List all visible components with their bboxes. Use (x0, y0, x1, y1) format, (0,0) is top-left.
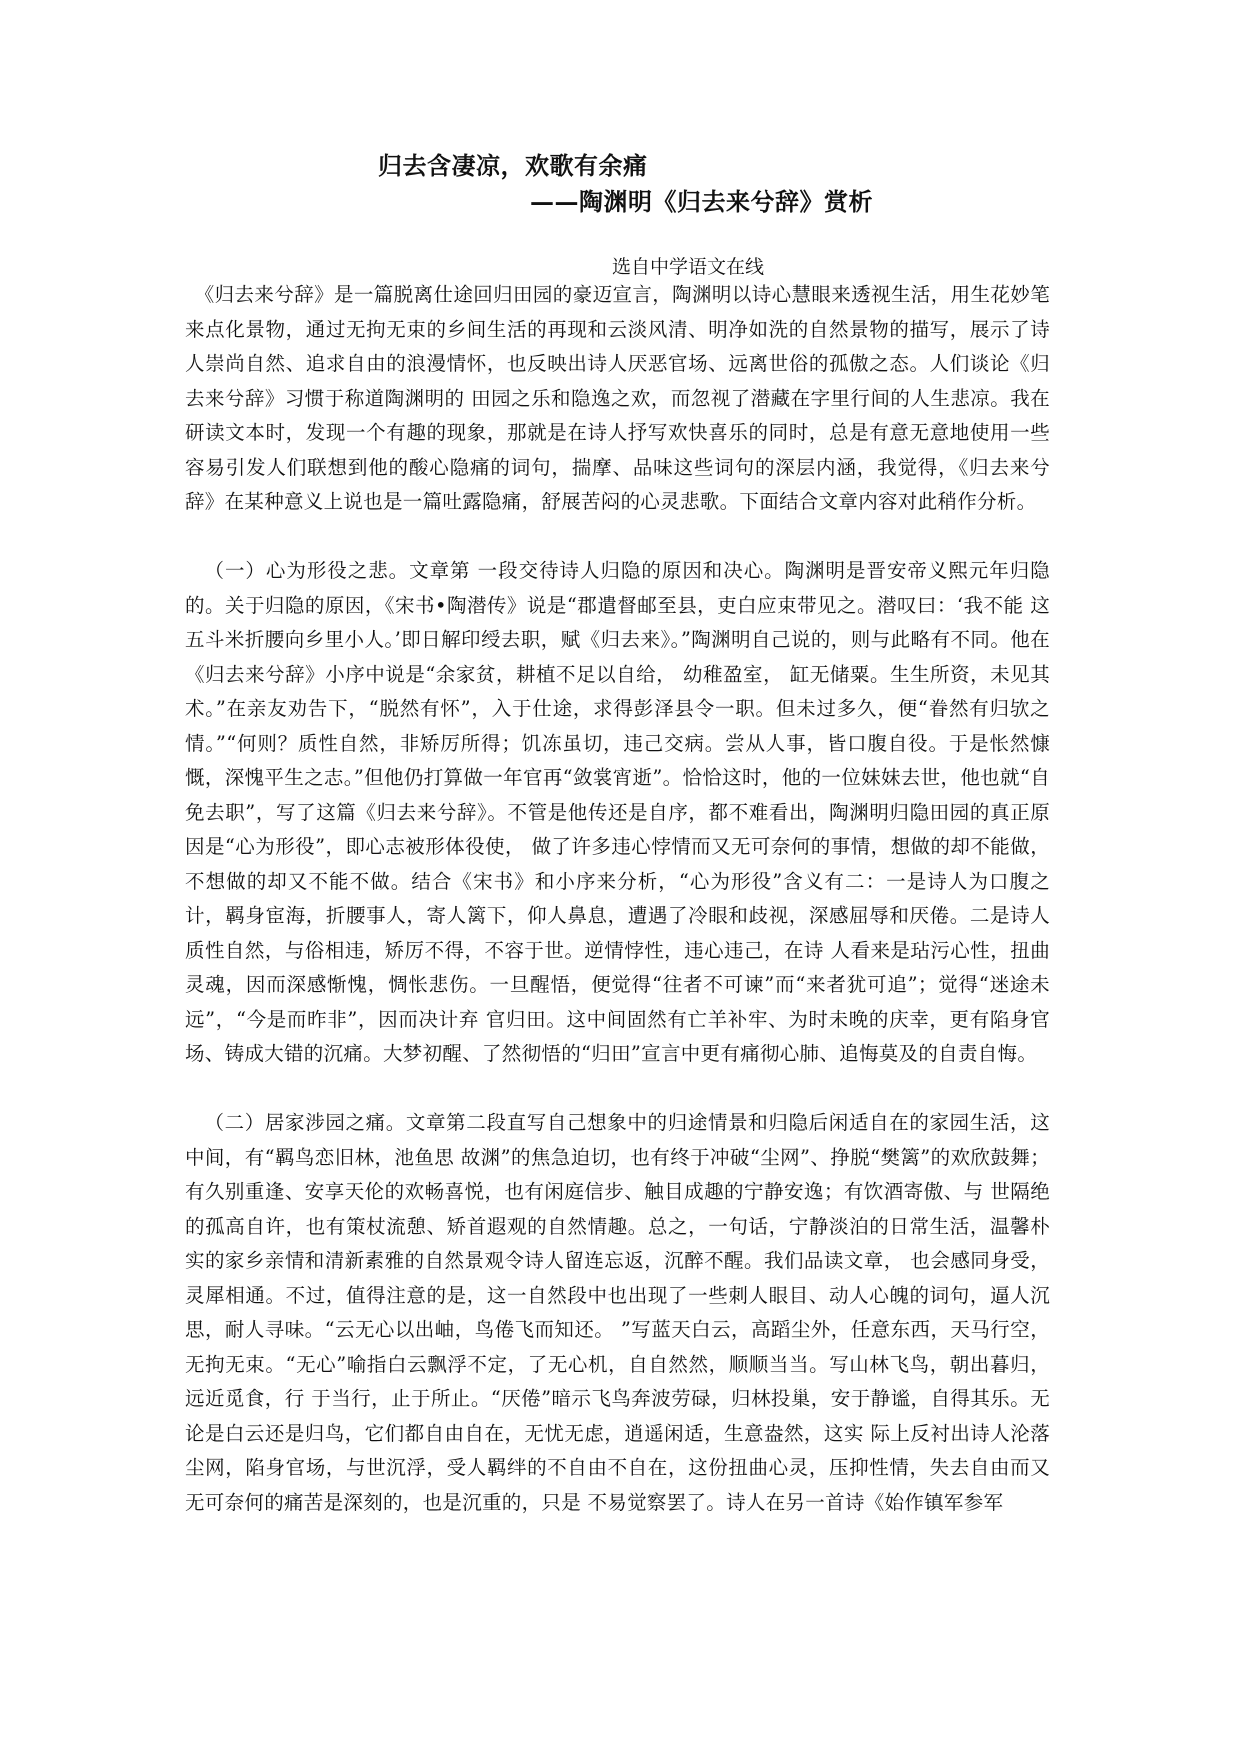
article-subtitle: ——陶渊明《归去来兮辞》赏析 (530, 187, 873, 216)
paragraph-section-2: （二）居家涉园之痛。文章第二段直写自己想象中的归途情景和归隐后闲适自在的家园生活，这中间，有“羁鸟恋旧林，池鱼思 故渊”的焦急迫切，也有终于冲破“尘网”、挣脱“樊篱”的欢欣鼓舞；有久别重逢、安享天伦的欢畅喜悦，也有闲庭信步、触目成趣的宁静安逸；有饮酒寄傲、与 世隔绝的孤高自许，也有策杖流憩、矫首遐观的自然情趣。总之，一句话，宁静淡泊的日常生活，温馨朴实的家乡亲情和清新素雅的自然景观令诗人留连忘返，沉醉不醒。我们品读文章， 也会感同身受，灵犀相通。不过，值得注意的是，这一自然段中也出现了一些刺人眼目、动人心魄的词句，逼人沉思，耐人寻味。“云无心以出岫，鸟倦飞而知还。 ”写蓝天白云，高蹈尘外，任意东西，天马行空，无拘无束。“无心”喻指白云飘浮不定，了无心机，自自然然，顺顺当当。写山林飞鸟，朝出暮归，远近觅食，行 于当行，止于所止。“厌倦”暗示飞鸟奔波劳碌，归林投巢，安于静谧，自得其乐。无论是白云还是归鸟，它们都自由自在，无忧无虑，逍遥闲适，生意盎然，这实 际上反衬出诗人沦落尘网，陷身官场，与世沉浮，受人羁绊的不自由不自在，这份扭曲心灵，压抑性情，失去自由而又无可奈何的痛苦是深刻的，也是沉重的，只是 不易觉察罢了。诗人在另一首诗《始作镇军参军 (185, 1111, 1050, 1514)
paragraph-intro: 《归去来兮辞》是一篇脱离仕途回归田园的豪迈宣言，陶渊明以诗心慧眼来透视生活，用生花妙笔来点化景物，通过无拘无束的乡间生活的再现和云淡风清、明净如洗的自然景物的描写，展示了诗人崇尚自然、追求自由的浪漫情怀，也反映出诗人厌恶官场、远离世俗的孤傲之态。人们谈论《归去来兮辞》习惯于称道陶渊明的 田园之乐和隐逸之欢，而忽视了潜藏在字里行间的人生悲凉。我在研读文本时，发现一个有趣的现象，那就是在诗人抒写欢快喜乐的同时，总是有意无意地使用一些容易引发人们联想到他的酸心隐痛的词句，揣摩、品味这些词句的深层内涵，我觉得，《归去来兮辞》在某种意义上说也是一篇吐露隐痛，舒展苦闷的心灵悲歌。下面结合文章内容对此稍作分析。 (185, 283, 1050, 513)
article-title: 归去含凄凉，欢歌有余痛 (378, 151, 648, 180)
paragraph-section-1: （一）心为形役之悲。文章第 一段交待诗人归隐的原因和决心。陶渊明是晋安帝义熙元年归隐的。关于归隐的原因，《宋书•陶潜传》说是“郡遣督邮至县，吏白应束带见之。潜叹曰：‘我不能 这五斗米折腰向乡里小人。’即日解印绶去职，赋《归去来》。”陶渊明自己说的，则与此略有不同。他在《归去来兮辞》小序中说是“余家贫，耕植不足以自给， 幼稚盈室， 缸无储粟。生生所资，未见其术。”在亲友劝告下，“脱然有怀”，入于仕途，求得彭泽县令一职。但未过多久，便“眷然有归欤之情。”“何则？质性自然，非矫厉所得；饥冻虽切，违己交病。尝从人事，皆口腹自役。于是怅然慷慨，深愧平生之志。”但他仍打算做一年官再“敛裳宵逝”。恰恰这时，他的一位妹妹去世，他也就“自免去职”，写了这篇《归去来兮辞》。不管是他传还是自序，都不难看出，陶渊明归隐田园的真正原因是“心为形役”，即心志被形体役使， 做了许多违心悖情而又无可奈何的事情，想做的却不能做，不想做的却又不能不做。结合《宋书》和小序来分析，“心为形役”含义有二：一是诗人为口腹之计，羁身宦海，折腰事人，寄人篱下，仰人鼻息，遭遇了冷眼和歧视，深感屈辱和厌倦。二是诗人质性自然，与俗相违，矫厉不得，不容于世。逆情悖性，违心违己，在诗 人看来是玷污心性，扭曲灵魂，因而深感惭愧，惆怅悲伤。一旦醒悟，便觉得“往者不可谏”而“来者犹可追”；觉得“迷途未远”，“今是而昨非”，因而决计弃 官归田。这中间固然有亡羊补牢、为时未晚的庆幸，更有陷身官场、铸成大错的沉痛。大梦初醒、了然彻悟的“归田”宣言中更有痛彻心肺、追悔莫及的自责自悔。 (185, 559, 1050, 1065)
article-body (185, 278, 1050, 1520)
article-source: 选自中学语文在线 (612, 256, 765, 278)
